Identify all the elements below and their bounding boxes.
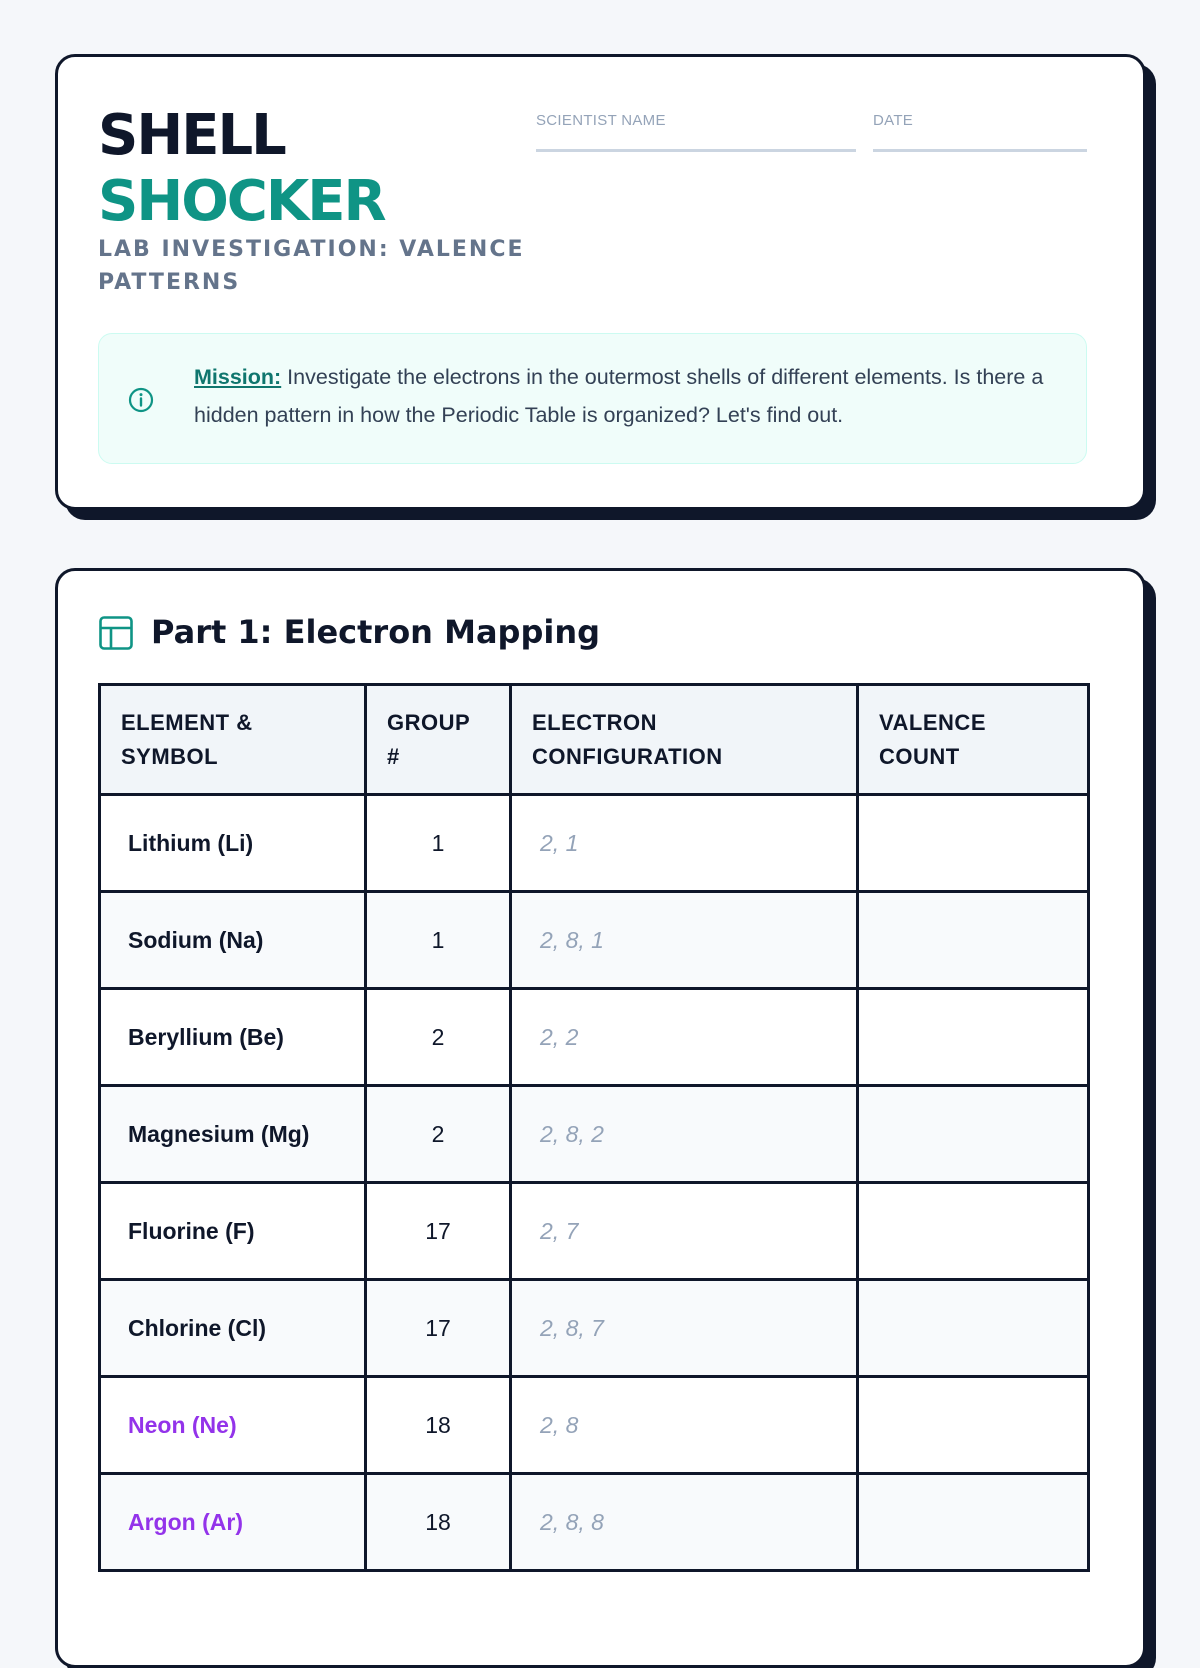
electron-mapping-table — [98, 683, 1090, 1572]
header-config: ELECTRON CONFIGURATION — [511, 685, 858, 795]
config-cell: 2, 8, 7 — [511, 1280, 858, 1377]
date-label: DATE — [873, 112, 914, 129]
element-cell: Fluorine (F) — [100, 1183, 366, 1280]
table-row — [100, 1377, 1089, 1474]
config-cell: 2, 7 — [511, 1183, 858, 1280]
element-cell: Chlorine (Cl) — [100, 1280, 366, 1377]
element-cell: Beryllium (Be) — [100, 989, 366, 1086]
mission-callout — [98, 333, 1087, 464]
mission-text: Investigate the electrons in the outermost shells of different elements. Is there a hidden pattern in how the Periodic Table is organized? Let's find out. — [194, 365, 1044, 427]
table-row — [100, 989, 1089, 1086]
mission-label: Mission: — [194, 365, 282, 389]
scientist-name-label: SCIENTIST NAME — [536, 112, 666, 129]
config-cell: 2, 8, 2 — [511, 1086, 858, 1183]
element-cell-noble-gas: Argon (Ar) — [100, 1474, 366, 1571]
header-element: ELEMENT & SYMBOL — [100, 685, 366, 795]
group-cell: 17 — [366, 1280, 511, 1377]
header-group: GROUP # — [366, 685, 511, 795]
table-header-row — [100, 685, 1089, 795]
table-row — [100, 892, 1089, 989]
config-cell: 2, 8 — [511, 1377, 858, 1474]
electron-mapping-card — [55, 568, 1146, 1668]
valence-input-cell[interactable] — [858, 1377, 1089, 1474]
valence-input-cell[interactable] — [858, 795, 1089, 892]
page-subtitle: LAB INVESTIGATION: VALENCE PATTERNS — [98, 237, 525, 295]
element-cell: Sodium (Na) — [100, 892, 366, 989]
valence-input-cell[interactable] — [858, 1280, 1089, 1377]
table-row — [100, 1183, 1089, 1280]
part1-title: Part 1: Electron Mapping — [151, 613, 600, 651]
scientist-name-field[interactable] — [536, 112, 856, 152]
group-cell: 1 — [366, 795, 511, 892]
valence-input-cell[interactable] — [858, 892, 1089, 989]
element-cell: Magnesium (Mg) — [100, 1086, 366, 1183]
valence-input-cell[interactable] — [858, 1183, 1089, 1280]
scientist-name-line[interactable] — [536, 144, 856, 152]
config-cell: 2, 2 — [511, 989, 858, 1086]
config-cell: 2, 1 — [511, 795, 858, 892]
info-icon — [127, 386, 155, 414]
title-line-shell: SHELL — [98, 103, 285, 168]
config-cell: 2, 8, 1 — [511, 892, 858, 989]
page-title — [98, 103, 385, 235]
group-cell: 1 — [366, 892, 511, 989]
table-icon — [98, 615, 134, 651]
group-cell: 2 — [366, 989, 511, 1086]
config-cell: 2, 8, 8 — [511, 1474, 858, 1571]
table-row — [100, 795, 1089, 892]
valence-input-cell[interactable] — [858, 989, 1089, 1086]
valence-input-cell[interactable] — [858, 1474, 1089, 1571]
table-row — [100, 1474, 1089, 1571]
valence-input-cell[interactable] — [858, 1086, 1089, 1183]
header-card — [55, 54, 1146, 510]
mission-text-block — [194, 358, 1054, 434]
group-cell: 17 — [366, 1183, 511, 1280]
group-cell: 18 — [366, 1474, 511, 1571]
table-row — [100, 1280, 1089, 1377]
element-cell-noble-gas: Neon (Ne) — [100, 1377, 366, 1474]
table-row — [100, 1086, 1089, 1183]
group-cell: 18 — [366, 1377, 511, 1474]
element-cell: Lithium (Li) — [100, 795, 366, 892]
title-line-shocker: SHOCKER — [98, 169, 385, 234]
header-valence: VALENCE COUNT — [858, 685, 1089, 795]
date-field[interactable] — [873, 112, 1087, 152]
date-line[interactable] — [873, 144, 1087, 152]
group-cell: 2 — [366, 1086, 511, 1183]
